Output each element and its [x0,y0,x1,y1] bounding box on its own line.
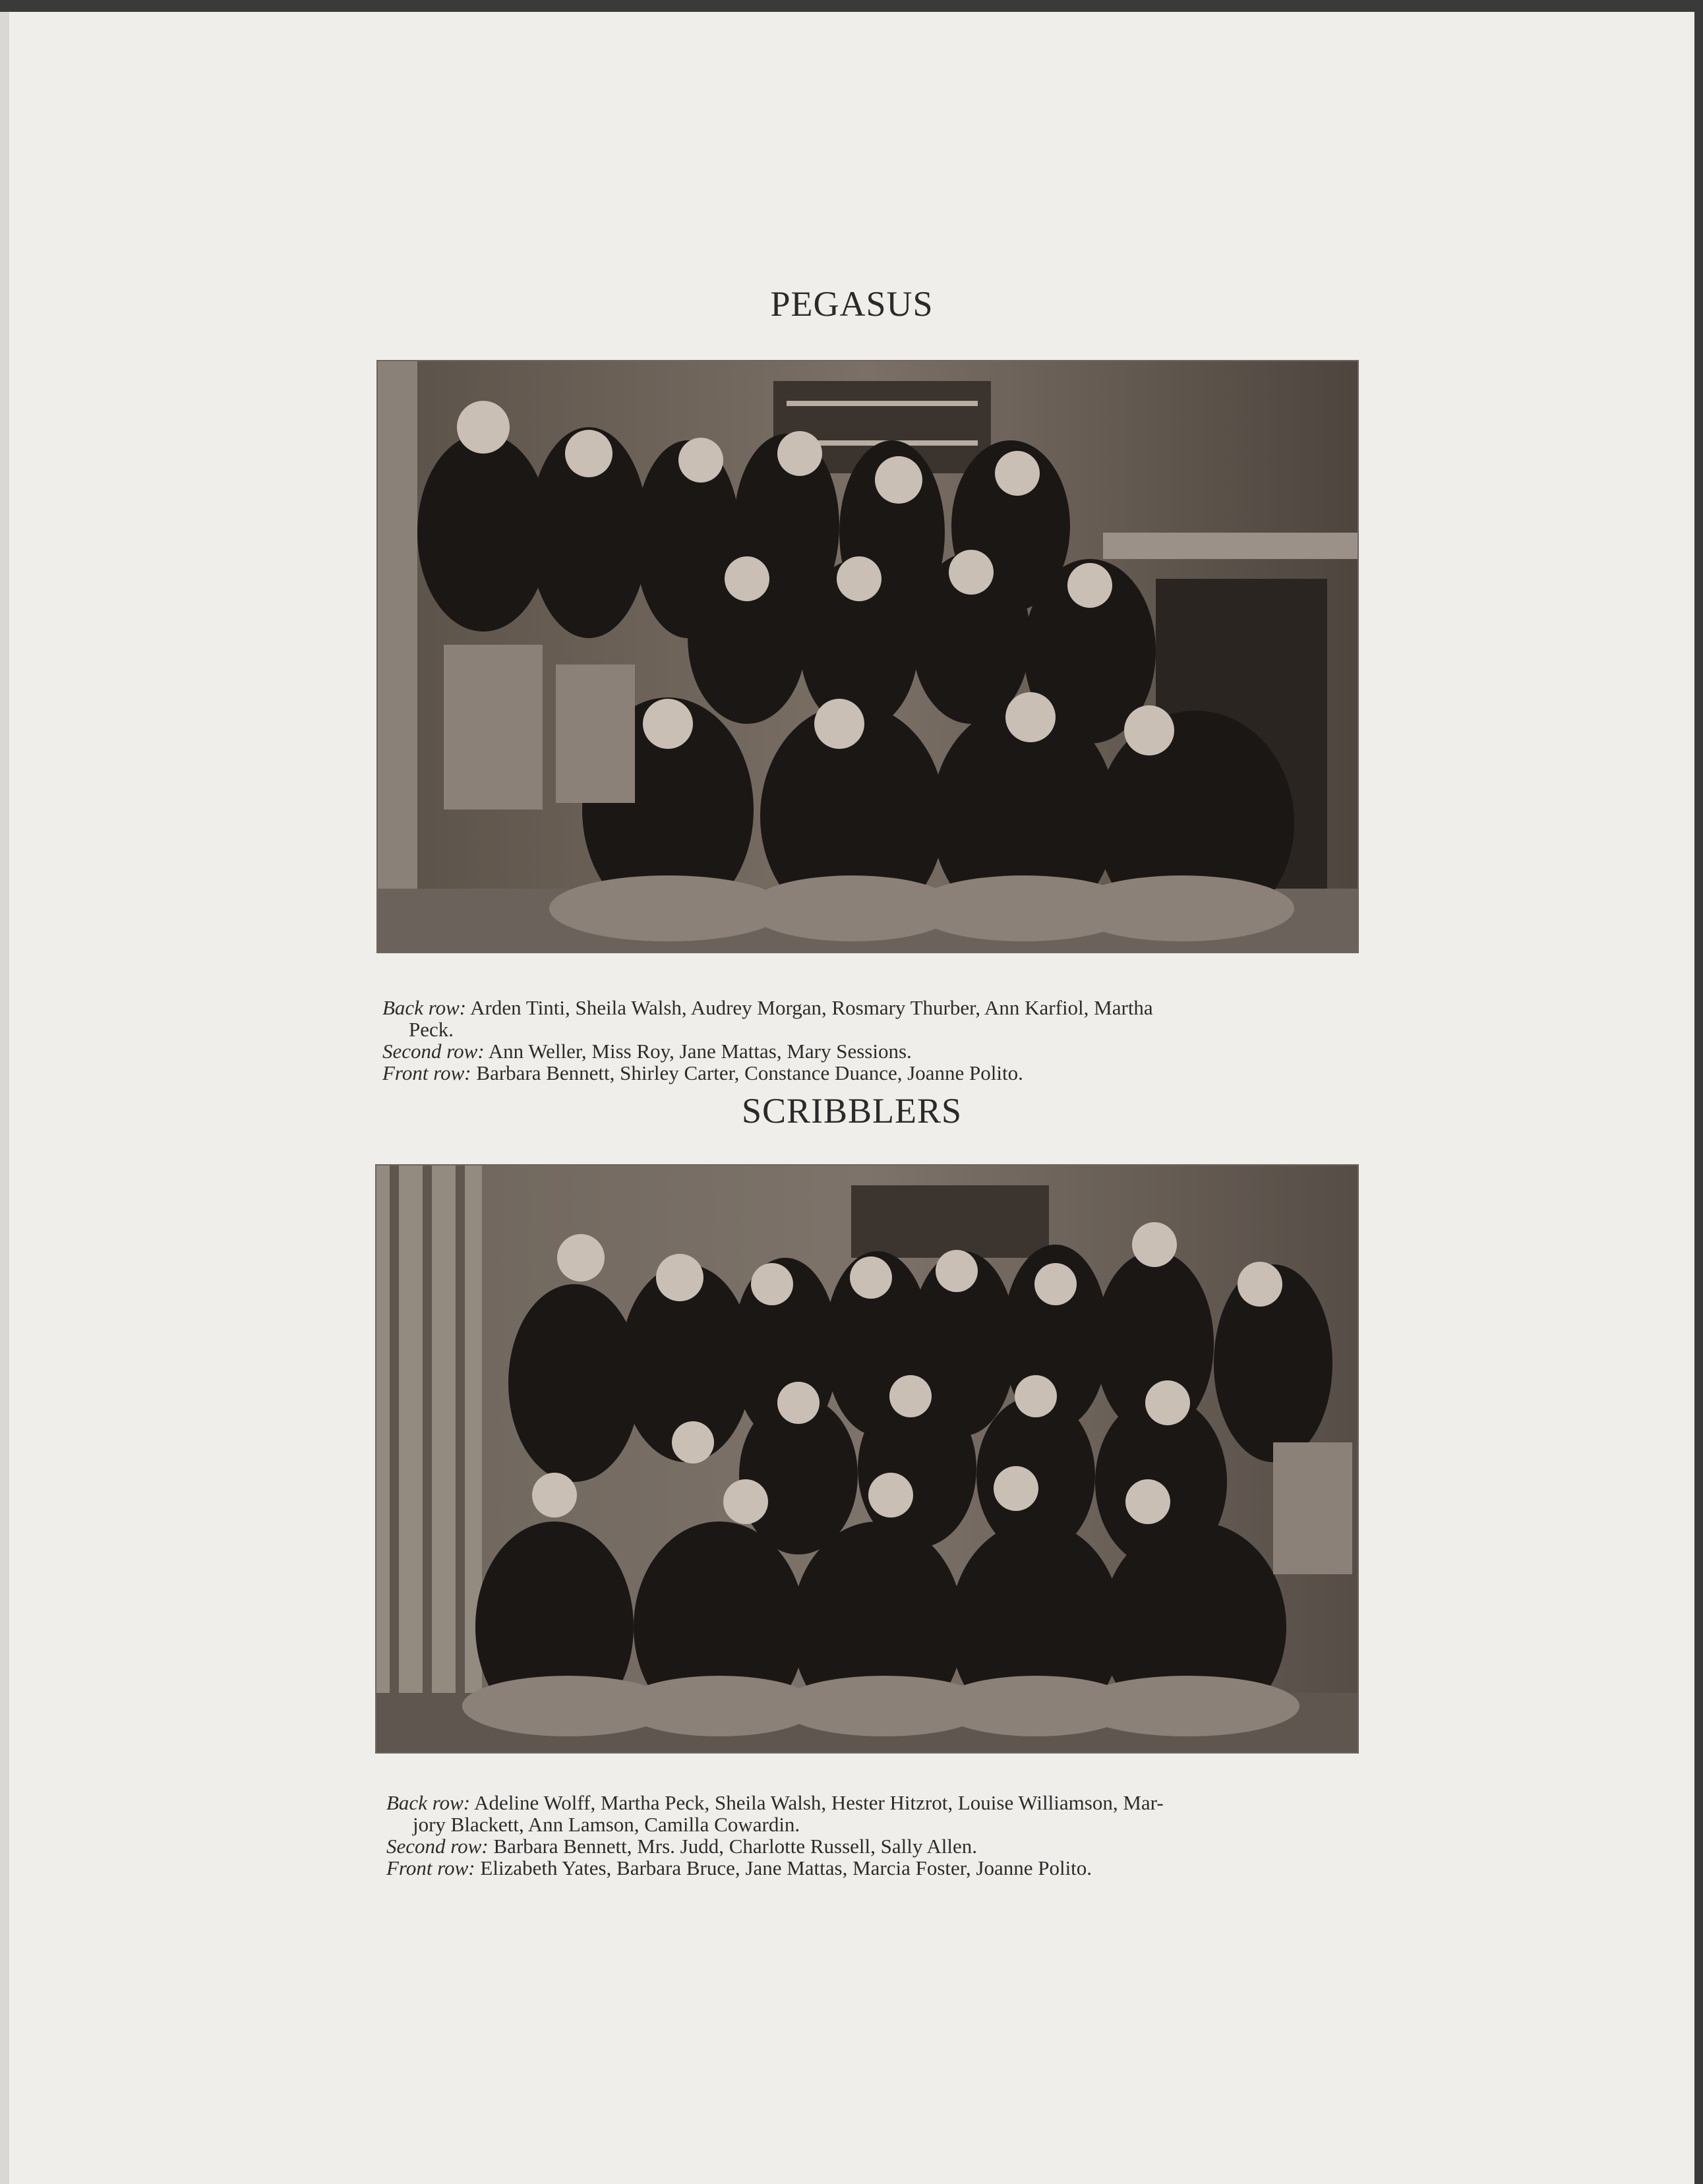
yearbook-page [0,12,1694,2184]
section-title-pegasus: PEGASUS [770,284,934,324]
front-row-label: Front row: [382,1061,471,1084]
front-row-names: Elizabeth Yates, Barbara Bruce, Jane Mattas, Marcia Foster, Joanne Polito. [480,1856,1092,1879]
back-row-names-continued: Peck. [409,1018,454,1041]
back-row-names-continued: jory Blackett, Ann Lamson, Camilla Cowardin. [413,1813,800,1836]
back-row-label: Back row: [386,1791,471,1814]
pegasus-caption [382,997,1371,1084]
front-row-names: Barbara Bennett, Shirley Carter, Constance Duance, Joanne Polito. [476,1061,1023,1084]
second-row-names: Ann Weller, Miss Roy, Jane Mattas, Mary Sessions. [488,1040,912,1063]
back-row-label: Back row: [382,996,467,1019]
scribblers-group-photo [376,1166,1358,1752]
scribblers-caption [386,1792,1375,1879]
back-row-names: Arden Tinti, Sheila Walsh, Audrey Morgan, Rosmary Thurber, Ann Karfiol, Martha [470,996,1153,1019]
section-title-scribblers: SCRIBBLERS [741,1091,963,1131]
pegasus-group-photo [378,361,1358,952]
back-row-names: Adeline Wolff, Martha Peck, Sheila Walsh, Hester Hitzrot, Louise Williamson, Mar- [474,1791,1164,1814]
second-row-label: Second row: [386,1835,489,1858]
front-row-label: Front row: [386,1856,475,1879]
second-row-label: Second row: [382,1040,485,1063]
second-row-names: Barbara Bennett, Mrs. Judd, Charlotte Russell, Sally Allen. [493,1835,978,1858]
